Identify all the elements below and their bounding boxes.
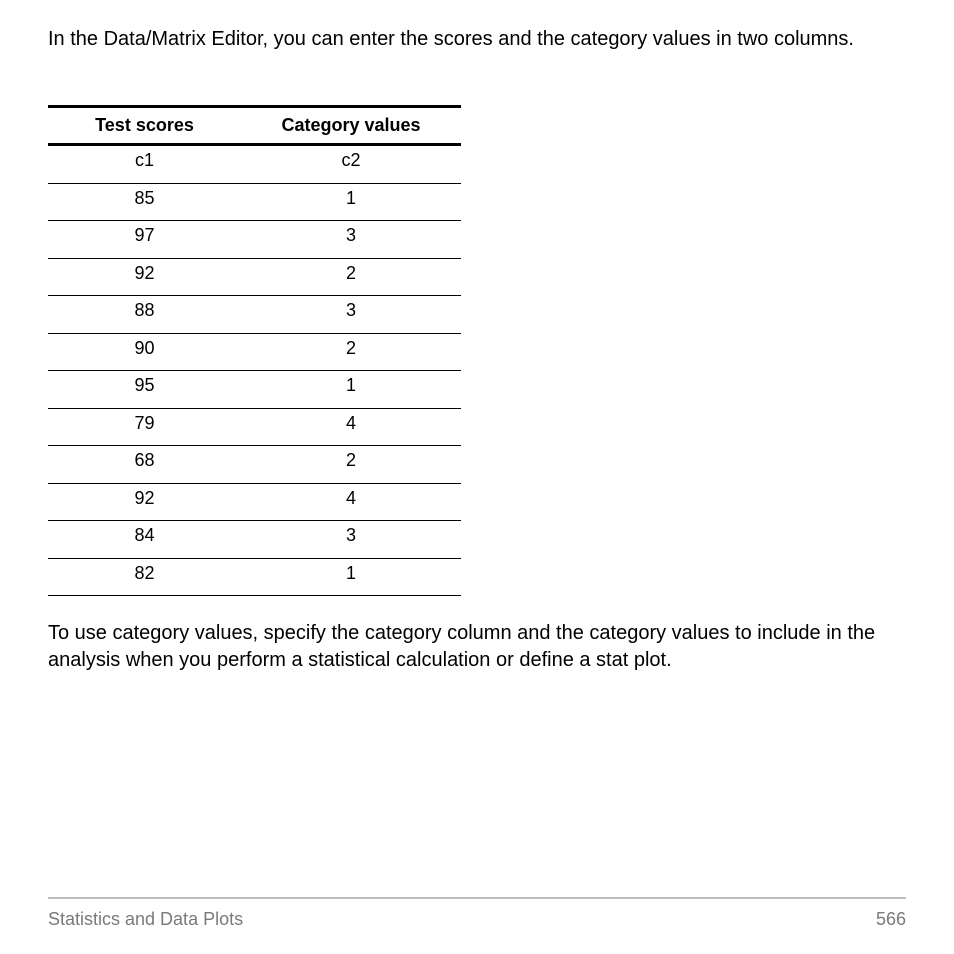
category-cell: 3 [345, 225, 356, 245]
table-row [48, 558, 461, 596]
category-cell: 1 [345, 375, 356, 395]
table-row [48, 145, 461, 184]
category-cell: 4 [345, 412, 356, 433]
table-row [48, 408, 461, 446]
table-row [48, 333, 461, 371]
category-cell: 3 [345, 525, 356, 545]
footer-divider [48, 897, 906, 899]
intro-paragraph: In the Data/Matrix Editor, you can enter the scores and the category values in two columns. [48, 28, 854, 50]
table-row [48, 483, 461, 521]
table-row [48, 371, 461, 409]
category-cell: 3 [345, 300, 356, 320]
score-cell: 82 [134, 562, 155, 583]
table-row [48, 221, 461, 259]
score-cell: 90 [134, 337, 155, 358]
table-body [48, 145, 461, 596]
outro-paragraph: To use category values, specify the category column and the category values to include in the analysis when you perform a statistical calculation or define a stat plot. [48, 622, 876, 671]
header-category-values: Category values [281, 115, 421, 135]
table-row [48, 296, 461, 334]
footer-section-title: Statistics and Data Plots [48, 909, 244, 929]
score-cell: 79 [134, 412, 155, 433]
category-cell: 2 [345, 262, 356, 283]
table-row [48, 446, 461, 484]
score-cell: 92 [134, 262, 155, 283]
score-cell: 68 [134, 450, 155, 470]
header-test-scores: Test scores [95, 115, 194, 135]
table-header-row [48, 107, 461, 145]
footer-page-number: 566 [875, 909, 906, 929]
score-cell: 88 [134, 300, 155, 320]
category-cell: 2 [345, 337, 356, 358]
category-cell: 1 [345, 187, 356, 208]
category-cell: c2 [341, 150, 361, 170]
score-cell: 85 [134, 187, 155, 208]
table-row [48, 258, 461, 296]
category-cell: 4 [345, 487, 356, 508]
score-cell: 92 [134, 487, 155, 508]
score-cell: 84 [134, 525, 155, 545]
score-cell: 95 [134, 375, 155, 395]
scores-table [48, 105, 461, 596]
category-cell: 1 [345, 562, 356, 583]
score-cell: c1 [134, 150, 154, 170]
category-cell: 2 [345, 450, 356, 470]
table-row [48, 521, 461, 559]
score-cell: 97 [134, 225, 155, 245]
table-row [48, 183, 461, 221]
